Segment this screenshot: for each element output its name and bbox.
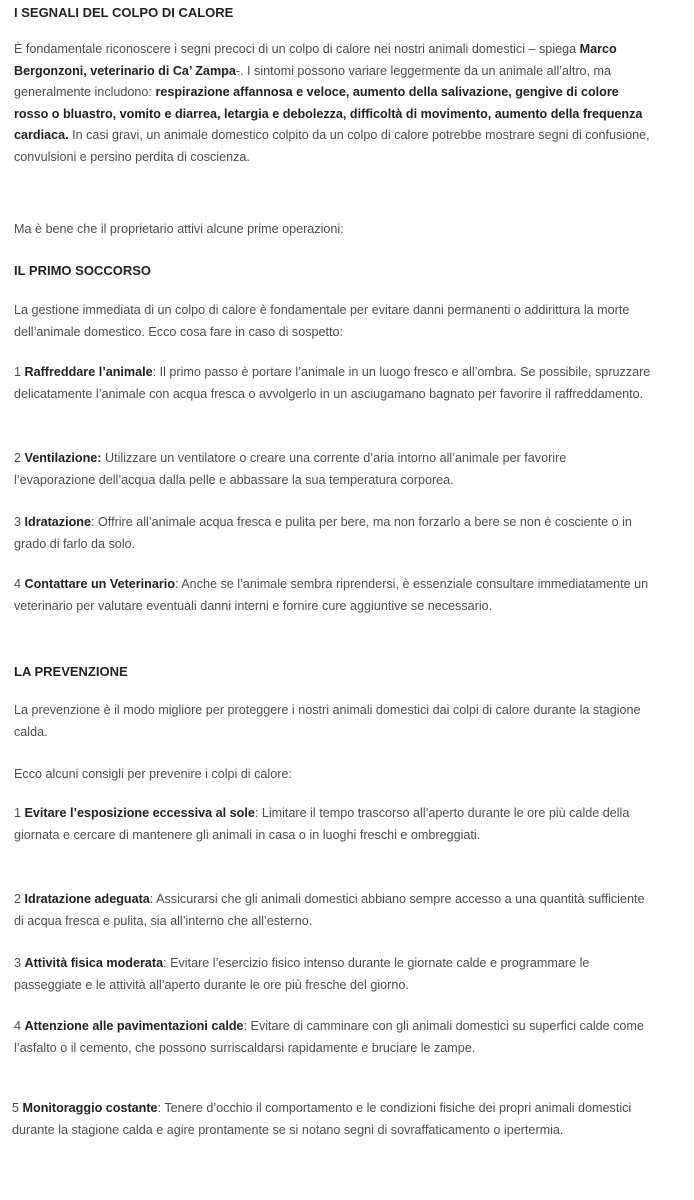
bold-text: respirazione affannosa e veloce, aumento della salivazione, gengive di colore rosso o bluastro, vomito e diarrea, letargia e debolezza, difficoltà di movimento, aumento della frequenza cardiaca.	[14, 85, 643, 142]
text: In casi gravi, un animale domestico colpito da un colpo di calore potrebbe mostrare segni di confusione, convulsioni e persino perdita di coscienza.	[14, 128, 650, 164]
list-item-soccorso	[14, 512, 659, 555]
paragraph-prevenzione-intro: La prevenzione è il modo migliore per proteggere i nostri animali domestici dai colpi di calore durante la stagione calda.	[14, 703, 641, 739]
item-text: : Evitare l’esercizio fisico intenso durante le giornate calde e programmare le passeggiate e le attività all’aperto durante le ore più fresche del giorno.	[14, 956, 590, 992]
paragraph-soccorso-intro: La gestione immediata di un colpo di calore è fondamentale per evitare danni permanenti o addirittura la morte dell’animale domestico. Ecco cosa fare in caso di sospetto:	[14, 303, 630, 339]
section-heading-segnali: I SEGNALI DEL COLPO DI CALORE	[14, 5, 234, 20]
list-item-soccorso	[14, 448, 644, 491]
item-title: Attenzione alle pavimentazioni calde	[24, 1019, 244, 1033]
list-item-prevenzione	[12, 1098, 657, 1141]
item-number: 1	[14, 365, 25, 379]
item-text: Utilizzare un ventilatore o creare una corrente d’aria intorno all’animale per favorire l’evaporazione dell’acqua dalla pelle e abbassare la sua temperatura corporea.	[14, 451, 567, 487]
item-title: Monitoraggio costante	[22, 1101, 158, 1115]
item-number: 3	[14, 515, 25, 529]
item-title: Idratazione	[24, 515, 91, 529]
item-text: : Tenere d’occhio il comportamento e le condizioni fisiche dei propri animali domestici durante la stagione calda e agire prontamente se si notano segni di sovraffaticamento o ipertermia.	[12, 1101, 632, 1137]
text: -. I sintomi possono variare leggermente da un animale all’altro, ma generalmente includono:	[14, 63, 612, 99]
list-item-prevenzione	[14, 1016, 662, 1059]
item-text: : Offrire all’animale acqua fresca e pulita per bere, ma non forzarlo a bere se non è cosciente o in grado di farlo da solo.	[14, 515, 632, 551]
item-number: 5	[12, 1101, 23, 1115]
item-number: 2	[14, 892, 25, 906]
bold-text: Marco Bergonzoni, veterinario di Ca’ Zampa	[14, 42, 617, 78]
item-number: 4	[14, 577, 25, 591]
paragraph-prevenzione-consigli: Ecco alcuni consigli per prevenire i colpi di calore:	[14, 767, 292, 781]
section-heading-primo-soccorso: IL PRIMO SOCCORSO	[14, 263, 151, 278]
list-item-prevenzione	[14, 953, 644, 996]
item-number: 1	[14, 806, 25, 820]
item-title: Evitare l’esposizione eccessiva al sole	[24, 806, 255, 820]
section-heading-prevenzione: LA PREVENZIONE	[14, 664, 128, 679]
item-title: Idratazione adeguata	[24, 892, 150, 906]
item-text: : Evitare di camminare con gli animali domestici su superfici calde come l’asfalto o il cemento, che possono surriscaldarsi rapidamente e bruciare le zampe.	[14, 1019, 644, 1055]
item-text: : Assicurarsi che gli animali domestici abbiano sempre accesso a una quantità sufficiente di acqua fresca e pulita, sia all’interno che all’esterno.	[14, 892, 645, 928]
text: È fondamentale riconoscere i segni precoci di un colpo di calore nei nostri animali domestici – spiega	[14, 42, 580, 56]
list-item-soccorso	[14, 362, 654, 405]
paragraph-sintomi	[14, 39, 654, 168]
item-title: Contattare un Veterinario	[24, 577, 175, 591]
item-text: : Il primo passo è portare l’animale in un luogo fresco e all’ombra. Se possibile, spruzzare delicatamente l’animale con acqua fresca o avvolgerlo in un asciugamano bagnato per favorire il raffreddamento.	[14, 365, 651, 401]
item-number: 4	[14, 1019, 25, 1033]
item-text: : Anche se l’animale sembra riprendersi, è essenziale consultare immediatamente un veterinario per valutare eventuali danni interni e fornire cure aggiuntive se necessario.	[14, 577, 649, 613]
item-title: Raffreddare l’animale	[24, 365, 153, 379]
paragraph-operazioni: Ma è bene che il proprietario attivi alcune prime operazioni:	[14, 222, 344, 236]
item-text: : Limitare il tempo trascorso all’aperto durante le ore più calde della giornata e cercare di mantenere gli animali in casa o in luoghi freschi e ombreggiati.	[14, 806, 630, 842]
item-number: 3	[14, 956, 25, 970]
item-title: Attività fisica moderata	[24, 956, 164, 970]
list-item-prevenzione	[14, 803, 644, 846]
list-item-prevenzione	[14, 889, 649, 932]
item-number: 2	[14, 451, 25, 465]
list-item-soccorso	[14, 574, 662, 617]
item-title: Ventilazione:	[24, 451, 102, 465]
